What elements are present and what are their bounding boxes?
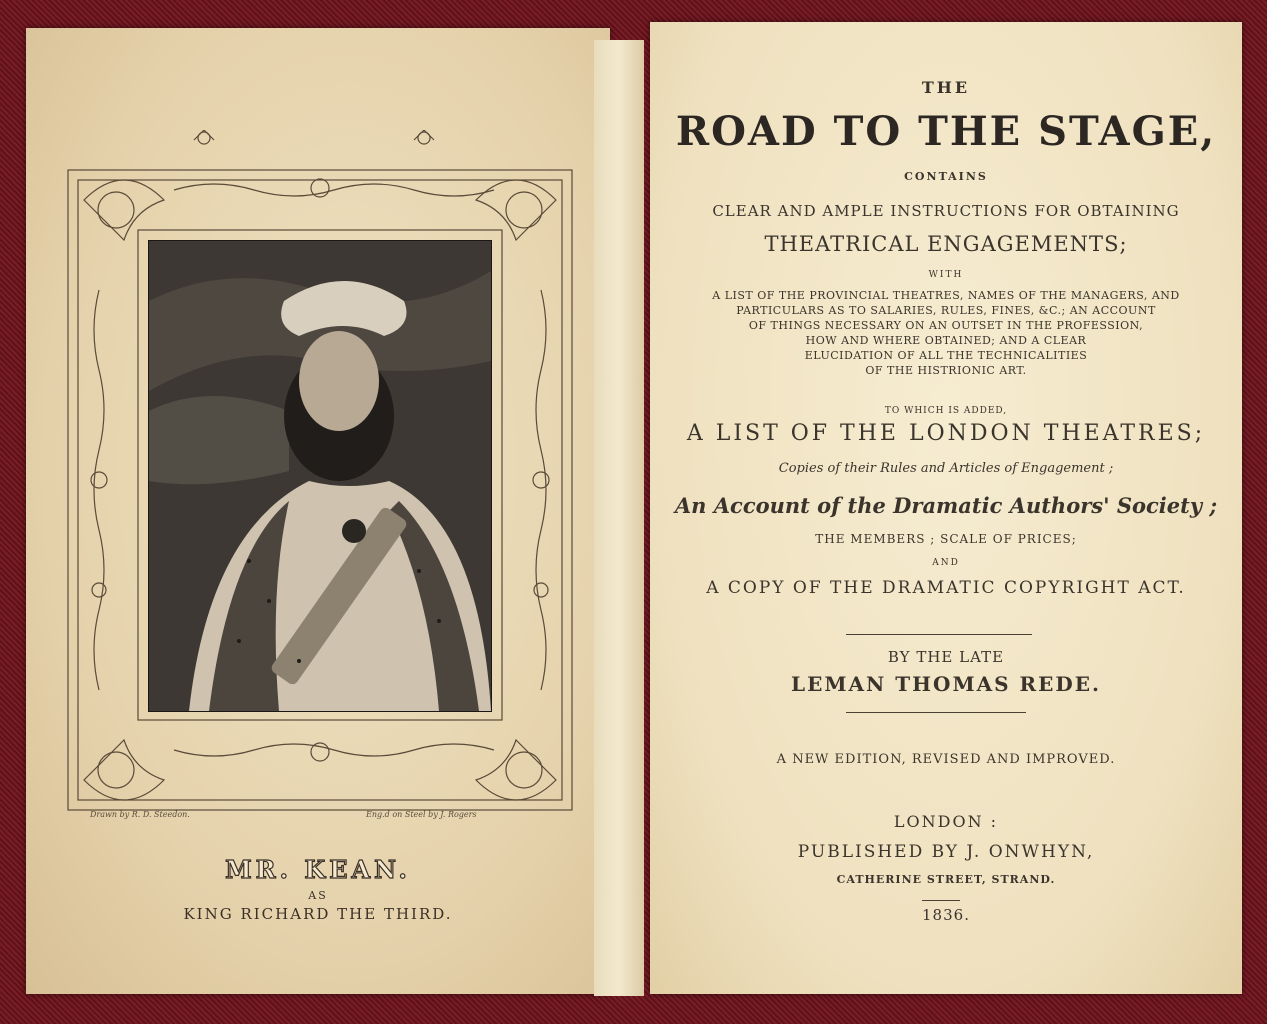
publisher-line: PUBLISHED BY J. ONWHYN, [797,842,1095,862]
contents-line: OF THINGS NECESSARY ON AN OUTSET IN THE PROFESSION, [748,319,1144,332]
publisher-address: CATHERINE STREET, STRAND. [836,873,1056,886]
engagements-line: THEATRICAL ENGAGEMENTS; [764,232,1128,256]
portrait-engraving [148,240,492,712]
contains-line: CONTAINS [904,170,988,183]
contents-line: A LIST OF THE PROVINCIAL THEATRES, NAMES OF THE MANAGERS, AND [712,289,1180,302]
london-theatres-line: A LIST OF THE LONDON THEATRES; [686,421,1206,446]
publication-city: LONDON : [893,812,999,831]
engraving-credit-engraved: Eng.d on Steel by J. Rogers [366,810,477,819]
publication-year: 1836. [922,906,970,924]
book-title: ROAD TO THE STAGE, [675,108,1217,155]
instructions-line: CLEAR AND AMPLE INSTRUCTIONS FOR OBTAINING [712,202,1180,220]
authors-society-line: An Account of the Dramatic Authors' Society ; [674,493,1218,518]
members-line: THE MEMBERS ; SCALE OF PRICES; [815,532,1077,546]
caption-name: MR. KEAN. [225,855,411,884]
engraving-credit-drawn: Drawn by R. D. Steedon. [90,810,190,819]
author-name: LEMAN THOMAS REDE. [791,672,1101,696]
with-line: WITH [928,270,964,280]
contents-line: ELUCIDATION OF ALL THE TECHNICALITIES [804,349,1088,362]
edition-line: A NEW EDITION, REVISED AND IMPROVED. [776,752,1116,767]
contents-description [650,288,1242,378]
divider-rule [846,634,1032,635]
title-article: THE [921,78,971,97]
caption-as: AS [308,889,328,902]
contents-line: OF THE HISTRIONIC ART. [865,364,1027,377]
by-line: BY THE LATE [887,648,1005,666]
caption-role: KING RICHARD THE THIRD. [183,905,453,923]
divider-rule [846,712,1026,713]
contents-line: HOW AND WHERE OBTAINED; AND A CLEAR [805,334,1087,347]
copyright-act-line: A COPY OF THE DRAMATIC COPYRIGHT ACT. [706,578,1186,598]
and-line: AND [932,558,960,568]
added-line: TO WHICH IS ADDED, [884,406,1008,416]
year-rule [922,900,960,901]
contents-line: PARTICULARS AS TO SALARIES, RULES, FINES, &C.; AN ACCOUNT [736,304,1156,317]
page-stub [594,40,644,996]
rules-line: Copies of their Rules and Articles of Engagement ; [778,461,1114,476]
